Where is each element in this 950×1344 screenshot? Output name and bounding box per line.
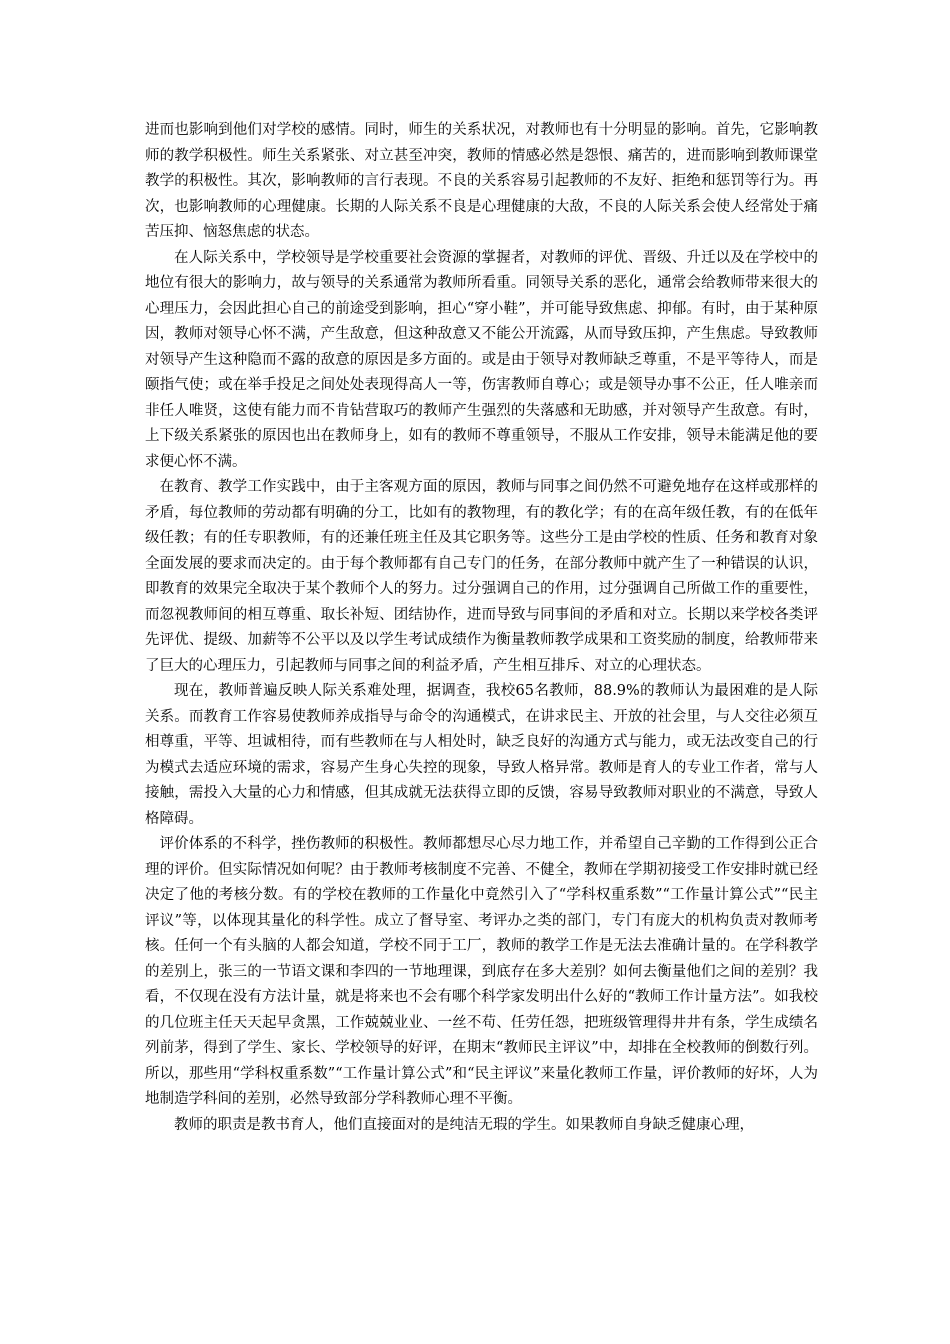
paragraph-2: 在人际关系中，学校领导是学校重要社会资源的掌握者，对教师的评优、晋级、升迁以及在学校中的地位有很大的影响力，故与领导的关系通常为教师所看重。同领导关系的恶化，通常会给教师带来很大的心理压力，会因此担心自己的前途受到影响，担心“穿小鞋”，并可能导致焦虑、抑郁。有时，由于某种原因，教师对领导心怀不满，产生敌意，但这种敌意又不能公开流露，从而导致压抑，产生焦虑。导致教师对领导产生这种隐而不露的敌意的原因是多方面的。或是由于领导对教师缺乏尊重，不是平等待人，而是颐指气使；或在举手投足之间处处表现得高人一等，伤害教师自尊心；或是领导办事不公正，任人唯亲而非任人唯贤，这使有能力而不肯钻营取巧的教师产生强烈的失落感和无助感，并对领导产生敌意。有时，上下级关系紧张的原因也出在教师身上，如有的教师不尊重领导，不服从工作安排，领导未能满足他的要求便心怀不满。	[145, 249, 818, 470]
paragraph-6: 教师的职责是教书育人，他们直接面对的是纯洁无瑕的学生。如果教师自身缺乏健康心理，	[174, 1116, 754, 1133]
paragraph-4: 现在，教师普遍反映人际关系难处理，据调查，我校65名教师，88.9%的教师认为最困难的是人际关系。而教育工作容易使教师养成指导与命令的沟通模式，在讲求民主、开放的社会里，与人交往必须互相尊重，平等、坦诚相待，而有些教师在与人相处时，缺乏良好的沟通方式与能力，或无法改变自己的行为模式去适应环境的需求，容易产生身心失控的现象，导致人格异常。教师是育人的专业工作者，常与人接触，需投入大量的心力和情感，但其成就无法获得立即的反馈，容易导致教师对职业的不满意，导致人格障碍。	[145, 683, 818, 827]
document-body	[145, 118, 818, 1138]
paragraph-1: 进而也影响到他们对学校的感情。同时，师生的关系状况，对教师也有十分明显的影响。首先，它影响教师的教学积极性。师生关系紧张、对立甚至冲突，教师的情感必然是怨恨、痛苦的，进而影响到教师课堂教学的积极性。其次，影响教师的言行表现。不良的关系容易引起教师的不友好、拒绝和惩罚等行为。再次，也影响教师的心理健康。长期的人际关系不良是心理健康的大敌，不良的人际关系会使人经常处于痛苦压抑、恼怒焦虑的状态。	[145, 122, 818, 240]
paragraph-3: 在教育、教学工作实践中，由于主客观方面的原因，教师与同事之间仍然不可避免地存在这样或那样的矛盾，每位教师的劳动都有明确的分工，比如有的教物理，有的教化学；有的在高年级任教，有的在低年级任教；有的任专职教师，有的还兼任班主任及其它职务等。这些分工是由学校的性质、任务和教育对象全面发展的要求而决定的。由于每个教师都有自己专门的任务，在部分教师中就产生了一种错误的认识，即教育的效果完全取决于某个教师个人的努力。过分强调自己的作用，过分强调自己所做工作的重要性，而忽视教师间的相互尊重、取长补短、团结协作，进而导致与同事间的矛盾和对立。长期以来学校各类评先评优、提级、加薪等不公平以及以学生考试成绩作为衡量教师教学成果和工资奖励的制度，给教师带来了巨大的心理压力，引起教师与同事之间的利益矛盾，产生相互排斥、对立的心理状态。	[145, 479, 818, 674]
paragraph-5: 评价体系的不科学，挫伤教师的积极性。教师都想尽心尽力地工作，并希望自己辛勤的工作得到公正合理的评价。但实际情况如何呢？由于教师考核制度不完善、不健全，教师在学期初接受工作安排时就已经决定了他的考核分数。有的学校在教师的工作量化中竟然引入了“学科权重系数”“工作量计算公式”“民主评议”等，以体现其量化的科学性。成立了督导室、考评办之类的部门，专门有庞大的机构负责对教师考核。任何一个有头脑的人都会知道，学校不同于工厂，教师的教学工作是无法去准确计量的。在学科教学的差别上，张三的一节语文课和李四的一节地理课，到底存在多大差别？如何去衡量他们之间的差别？我看，不仅现在没有方法计量，就是将来也不会有哪个科学家发明出什么好的“教师工作计量方法”。如我校的几位班主任天天起早贪黑，工作兢兢业业、一丝不苟、任劳任怨，把班级管理得井井有条，学生成绩名列前茅，得到了学生、家长、学校领导的好评，在期末“教师民主评议”中，却排在全校教师的倒数行列。所以，那些用“学科权重系数”“工作量计算公式”和“民主评议”来量化教师工作量，评价教师的好坏，人为地制造学科间的差别，必然导致部分学科教师心理不平衡。	[145, 836, 818, 1107]
